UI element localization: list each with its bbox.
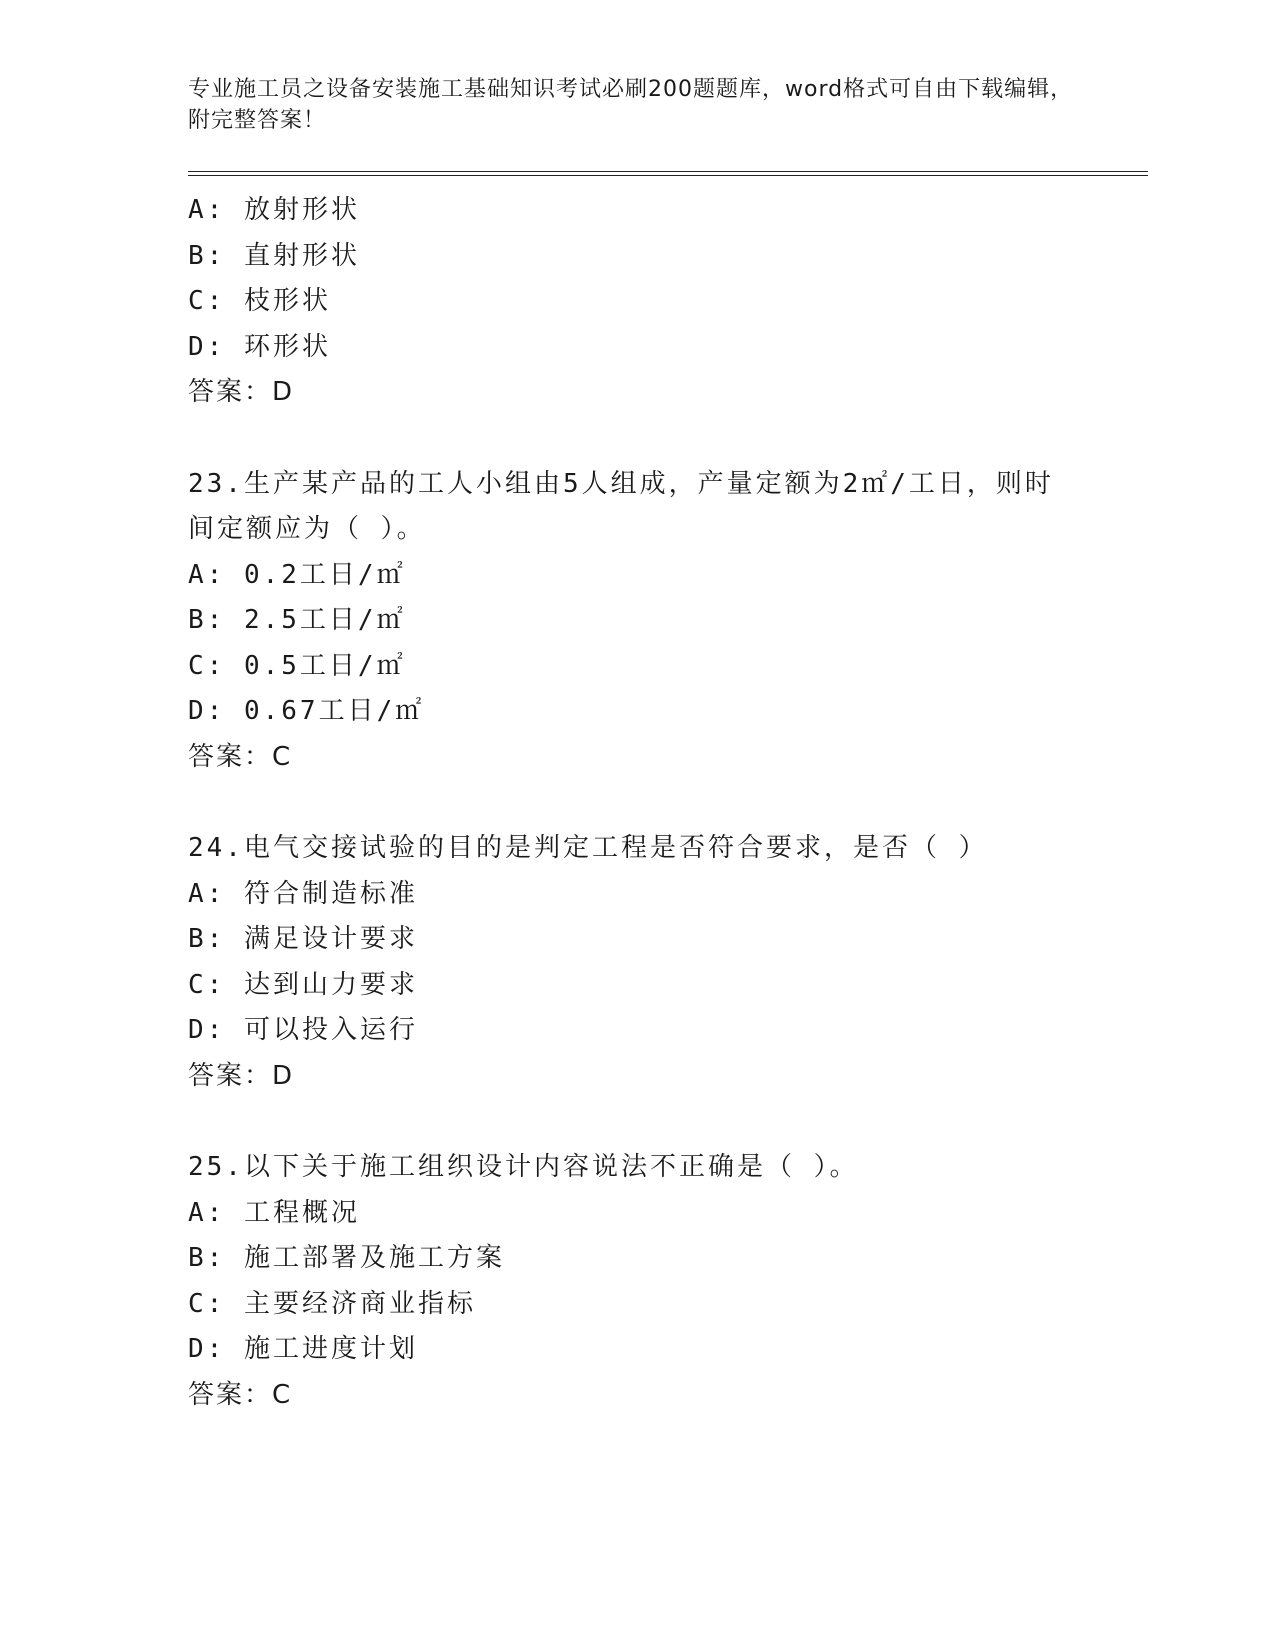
option-c: C: 枝形状 (188, 286, 331, 316)
option-d: D: 环形状 (188, 331, 331, 362)
option-a: A: 放射形状 (188, 195, 360, 225)
option-b: B: 直射形状 (188, 240, 360, 271)
question-list (188, 188, 1148, 1418)
answer-line: 答案：C (188, 1379, 293, 1410)
answer-line: 答案：C (188, 741, 293, 772)
question-block-23 (188, 462, 1148, 781)
option-a: A: 工程概况 (188, 1197, 360, 1228)
option-a: A: 符合制造标准 (188, 878, 418, 909)
option-d: D: 施工进度计划 (188, 1334, 418, 1364)
header-rule-top (188, 171, 1148, 172)
answer-line: 答案：D (188, 377, 295, 407)
option-b: B: 施工部署及施工方案 (188, 1243, 505, 1273)
option-b: B: 满足设计要求 (188, 924, 418, 954)
option-d: D: 0.67工日/㎡ (188, 696, 425, 726)
question-text: 24.电气交接试验的目的是判定工程是否符合要求，是否（ ） (188, 833, 988, 863)
question-text: 25.以下关于施工组织设计内容说法不正确是（ ）。 (188, 1152, 859, 1182)
question-text: 23.生产某产品的工人小组由5人组成，产量定额为2㎡/工日，则时间定额应为（ ）。 (188, 468, 1054, 544)
option-c: C: 达到山力要求 (188, 969, 418, 1000)
question-block-25 (188, 1145, 1148, 1418)
option-c: C: 主要经济商业指标 (188, 1288, 476, 1319)
answer-line: 答案：D (188, 1060, 295, 1091)
option-d: D: 可以投入运行 (188, 1015, 418, 1045)
option-b: B: 2.5工日/㎡ (188, 605, 406, 635)
question-block-prev (188, 188, 1148, 416)
header-rule-bottom (188, 175, 1148, 176)
option-a: A: 0.2工日/㎡ (188, 559, 406, 590)
document-title: 专业施工员之设备安装施工基础知识考试必刷200题题库，word格式可自由下载编辑，附完整答案！ (188, 77, 1074, 133)
question-block-24 (188, 826, 1148, 1099)
option-c: C: 0.5工日/㎡ (188, 650, 406, 681)
